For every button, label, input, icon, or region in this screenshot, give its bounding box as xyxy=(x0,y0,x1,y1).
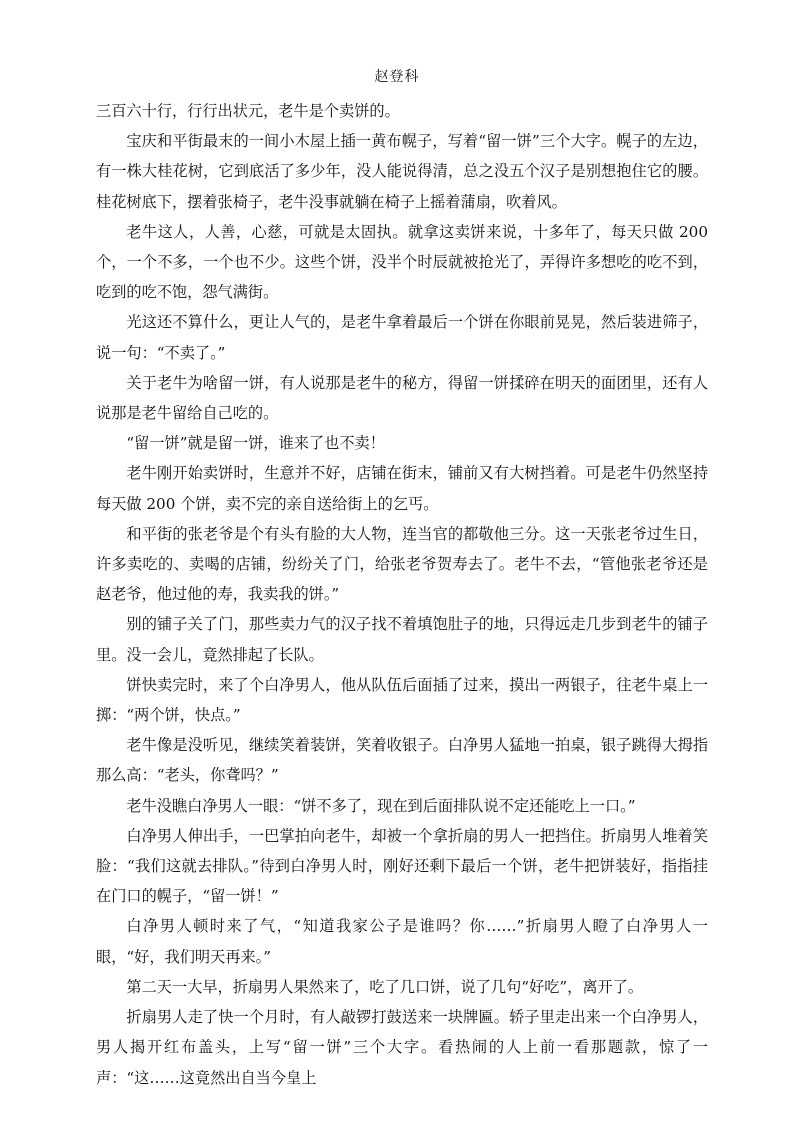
paragraph: “留一饼”就是留一饼，谁来了也不卖！ xyxy=(126,434,385,453)
paragraph: 三百六十行，行行出状元，老牛是个卖饼的。 xyxy=(96,102,400,120)
author-name: 赵登科 xyxy=(374,69,420,85)
story-body xyxy=(96,96,708,1093)
paragraph: 第二天一大早，折扇男人果然来了，吃了几口饼，说了几句“好吃”，离开了。 xyxy=(126,977,644,996)
paragraph: 关于老牛为啥留一饼，有人说那是老牛的秘方，得留一饼揉碎在明天的面团里，还有人说那是老牛留给自己吃的。 xyxy=(96,373,708,423)
paragraph: 老牛没瞧白净男人一眼：“饼不多了，现在到后面排队说不定还能吃上一口。” xyxy=(126,796,636,815)
paragraph: 和平街的张老爷是个有头有脸的大人物，连当官的都敬他三分。这一天张老爷过生日，许多卖吃的、卖喝的店铺，纷纷关了门，给张老爷贺寿去了。老牛不去，“管他张老爷还是赵老爷，他过他的寿，我卖我的饼。” xyxy=(96,524,708,604)
paragraph: 白净男人顿时来了气，“知道我家公子是谁吗？你……”折扇男人瞪了白净男人一眼，“好，我们明天再来。” xyxy=(96,917,708,966)
paragraph: 老牛像是没听见，继续笑着装饼，笑着收银子。白净男人猛地一拍桌，银子跳得大拇指那么高：“老头，你聋吗？” xyxy=(96,736,708,785)
paragraph: 别的铺子关了门，那些卖力气的汉子找不着填饱肚子的地，只得远走几步到老牛的铺子里。没一会儿，竟然排起了长队。 xyxy=(96,615,708,664)
paragraph: 光这还不算什么，更让人气的，是老牛拿着最后一个饼在你眼前晃晃，然后装进筛子，说一句：“不卖了。” xyxy=(96,313,708,362)
paragraph: 白净男人伸出手，一巴掌拍向老牛，却被一个拿折扇的男人一把挡住。折扇男人堆着笑脸：“我们这就去排队。”待到白净男人时，刚好还剩下最后一个饼，老牛把饼装好，指指挂在门口的幌子，“留一饼！” xyxy=(96,826,708,906)
paragraph: 老牛刚开始卖饼时，生意并不好，店铺在街末，铺前又有大树挡着。可是老牛仍然坚持每天做 200 个饼，卖不完的亲自送给街上的乞丐。 xyxy=(96,464,708,513)
paragraph: 老牛这人，人善，心慈，可就是太固执。就拿这卖饼来说，十多年了，每天只做 200 个，一个不多，一个也不少。这些个饼，没半个时辰就被抢光了，弄得许多想吃的吃不到，吃到的吃不饱，怨气满街。 xyxy=(96,222,708,302)
paragraph: 饼快卖完时，来了个白净男人，他从队伍后面插了过来，摸出一两银子，往老牛桌上一掷：“两个饼，快点。” xyxy=(96,675,708,725)
paragraph: 宝庆和平街最末的一间小木屋上插一黄布幌子，写着“留一饼”三个大字。幌子的左边，有一株大桂花树，它到底活了多少年，没人能说得清，总之没五个汉子是别想抱住它的腰。桂花树底下，摆着张椅子，老牛没事就躺在椅子上摇着蒲扇，吹着风。 xyxy=(96,132,708,211)
paragraph: 折扇男人走了快一个月时，有人敲锣打鼓送来一块牌匾。轿子里走出来一个白净男人，男人揭开红布盖头，上写“留一饼”三个大字。看热闹的人上前一看那题款，惊了一声：“这……这竟然出自当今皇上 xyxy=(96,1008,708,1087)
